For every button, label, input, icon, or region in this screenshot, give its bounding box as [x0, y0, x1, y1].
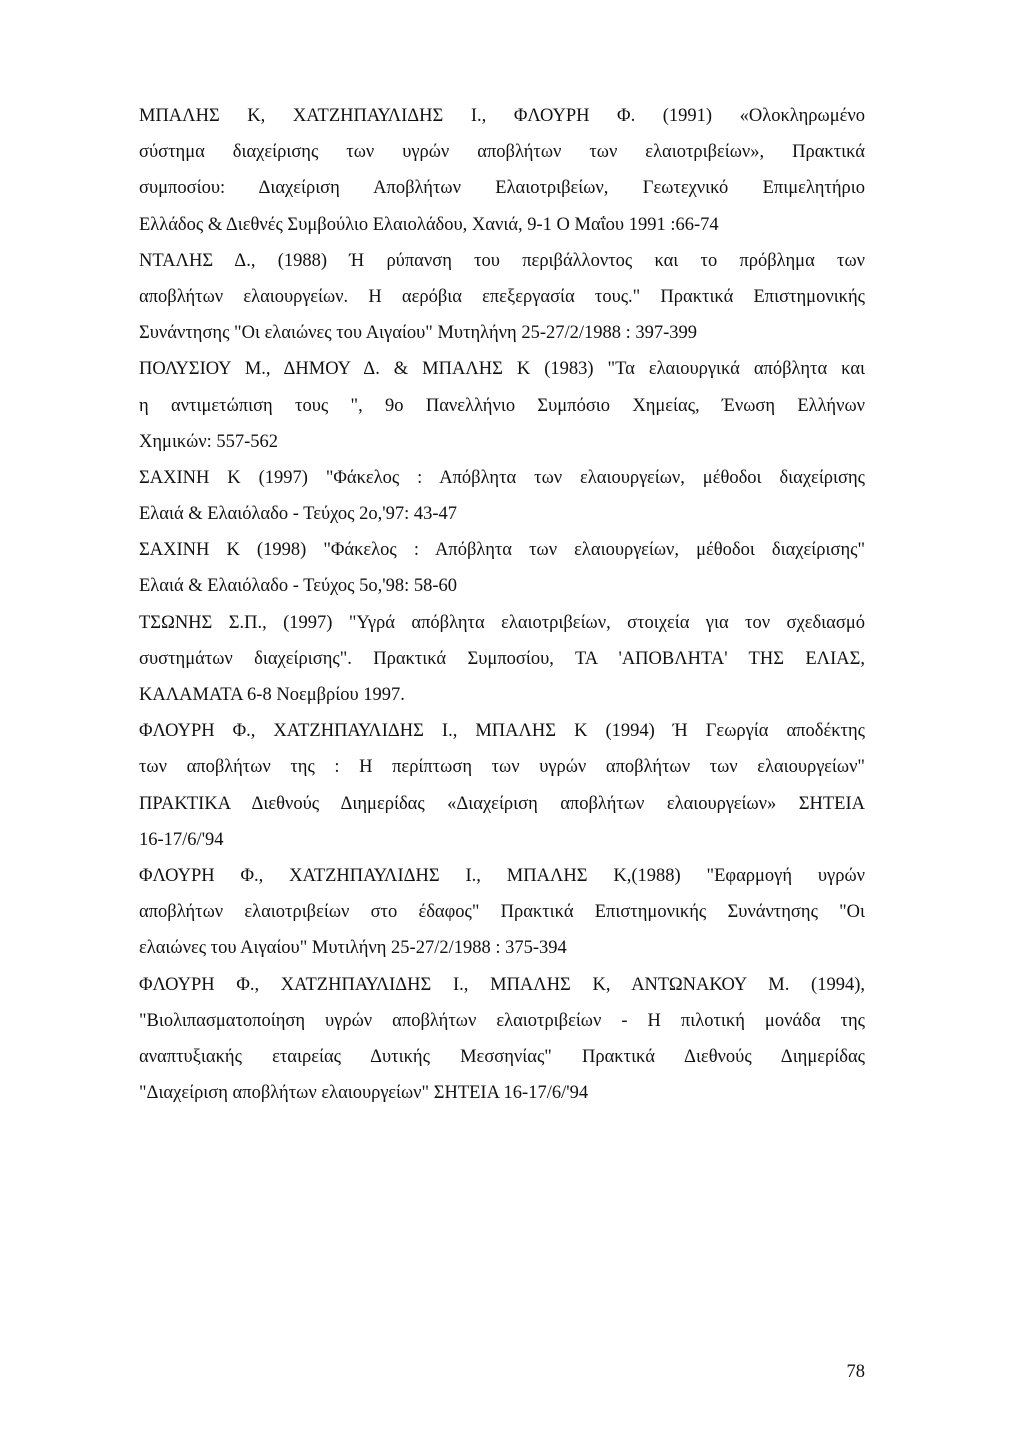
reference-line: σύστημα διαχείρισης των υγρών αποβλήτων των ελαιοτριβείων», Πρακτικά: [139, 142, 865, 163]
reference-line: Ελαιά & Ελαιόλαδο - Τεύχος 5ο,'98: 58-60: [139, 576, 458, 597]
page-number: 78: [846, 1362, 865, 1382]
reference-entry: [139, 713, 865, 858]
reference-entry: [139, 460, 865, 532]
reference-line: "Βιολιπασματοποίηση υγρών αποβλήτων ελαιοτριβείων - Η πιλοτική μονάδα της: [139, 1010, 865, 1031]
reference-entry: [139, 351, 865, 460]
reference-line: Χημικών: 557-562: [139, 431, 279, 452]
reference-entry: [139, 532, 865, 604]
reference-line: συστημάτων διαχείρισης". Πρακτικά Συμποσίου, ΤΑ 'ΑΠΟΒΛΗΤΑ' ΤΗΣ ΕΛΙΑΣ,: [139, 648, 865, 669]
reference-list: [139, 98, 865, 1111]
reference-entry: [139, 858, 865, 967]
reference-line: ΦΛΟΥΡΗ Φ., ΧΑΤΖΗΠΑΥΛΙΔΗΣ Ι., ΜΠΑΛΗΣ Κ,(1988) "Εφαρμογή υγρών: [139, 865, 865, 886]
reference-line: 16-17/6/'94: [139, 829, 224, 850]
reference-line: ΜΠΑΛΗΣ Κ, ΧΑΤΖΗΠΑΥΛΙΔΗΣ Ι., ΦΛΟΥΡΗ Φ. (1991) «Ολοκληρωμένο: [139, 106, 865, 126]
reference-line: αποβλήτων ελαιουργείων. Η αερόβια επεξεργασία τους." Πρακτικά Επιστημονικής: [139, 286, 865, 307]
reference-line: ΠΟΛΥΣΙΟΥ Μ., ΔΗΜΟΥ Δ. & ΜΠΑΛΗΣ Κ (1983) "Τα ελαιουργικά απόβλητα και: [139, 359, 865, 380]
reference-line: ΚΑΛΑΜΑΤΑ 6-8 Νοεμβρίου 1997.: [139, 685, 405, 705]
reference-line: ΠΡΑΚΤΙΚΑ Διεθνούς Διημερίδας «Διαχείριση αποβλήτων ελαιουργείων» ΣΗΤΕΙΑ: [139, 793, 865, 814]
reference-line: αποβλήτων ελαιοτριβείων στο έδαφος" Πρακτικά Επιστημονικής Συνάντησης "Οι: [139, 902, 865, 923]
reference-line: των αποβλήτων της : Η περίπτωση των υγρών αποβλήτων των ελαιουργείων": [139, 757, 865, 778]
reference-line: ελαιώνες του Αιγαίου" Μυτιλήνη 25-27/2/1988 : 375-394: [139, 938, 567, 959]
reference-line: Συνάντησης "Οι ελαιώνες του Αιγαίου" Μυτηλήνη 25-27/2/1988 : 397-399: [139, 323, 698, 344]
reference-line: ΣΑΧΙΝΗ Κ (1997) "Φάκελος : Απόβλητα των ελαιουργείων, μέθοδοι διαχείρισης: [139, 467, 865, 488]
reference-line: η αντιμετώπιση τους ", 9ο Πανελλήνιο Συμπόσιο Χημείας, Ένωση Ελλήνων: [139, 395, 865, 416]
reference-line: ΝΤΑΛΗΣ Δ., (1988) Ή ρύπανση του περιβάλλοντος και το πρόβλημα των: [139, 250, 865, 271]
reference-line: ΤΣΩΝΗΣ Σ.Π., (1997) "Υγρά απόβλητα ελαιοτριβείων, στοιχεία για τον σχεδιασμό: [139, 612, 865, 633]
reference-line: συμποσίου: Διαχείριση Αποβλήτων Ελαιοτριβείων, Γεωτεχνικό Επιμελητήριο: [139, 178, 865, 199]
reference-line: ΣΑΧΙΝΗ Κ (1998) "Φάκελος : Απόβλητα των ελαιουργείων, μέθοδοι διαχείρισης": [139, 540, 865, 561]
reference-line: ΦΛΟΥΡΗ Φ., ΧΑΤΖΗΠΑΥΛΙΔΗΣ Ι., ΜΠΑΛΗΣ Κ (1994) Ή Γεωργία αποδέκτης: [139, 721, 865, 742]
reference-line: Ελλάδος & Διεθνές Συμβούλιο Ελαιολάδου, Χανιά, 9-1 Ο Μαΐου 1991 :66-74: [139, 214, 719, 235]
reference-line: αναπτυξιακής εταιρείας Δυτικής Μεσσηνίας" Πρακτικά Διεθνούς Διημερίδας: [139, 1046, 865, 1067]
reference-entry: [139, 967, 865, 1112]
reference-entry: [139, 243, 865, 352]
reference-entry: [139, 98, 865, 243]
reference-line: "Διαχείριση αποβλήτων ελαιουργείων" ΣΗΤΕΙΑ 16-17/6/'94: [139, 1083, 589, 1104]
reference-line: Ελαιά & Ελαιόλαδο - Τεύχος 2ο,'97: 43-47: [139, 504, 458, 525]
reference-entry: [139, 605, 865, 714]
reference-line: ΦΛΟΥΡΗ Φ., ΧΑΤΖΗΠΑΥΛΙΔΗΣ Ι., ΜΠΑΛΗΣ Κ, ΑΝΤΩΝΑΚΟΥ Μ. (1994),: [139, 974, 865, 995]
